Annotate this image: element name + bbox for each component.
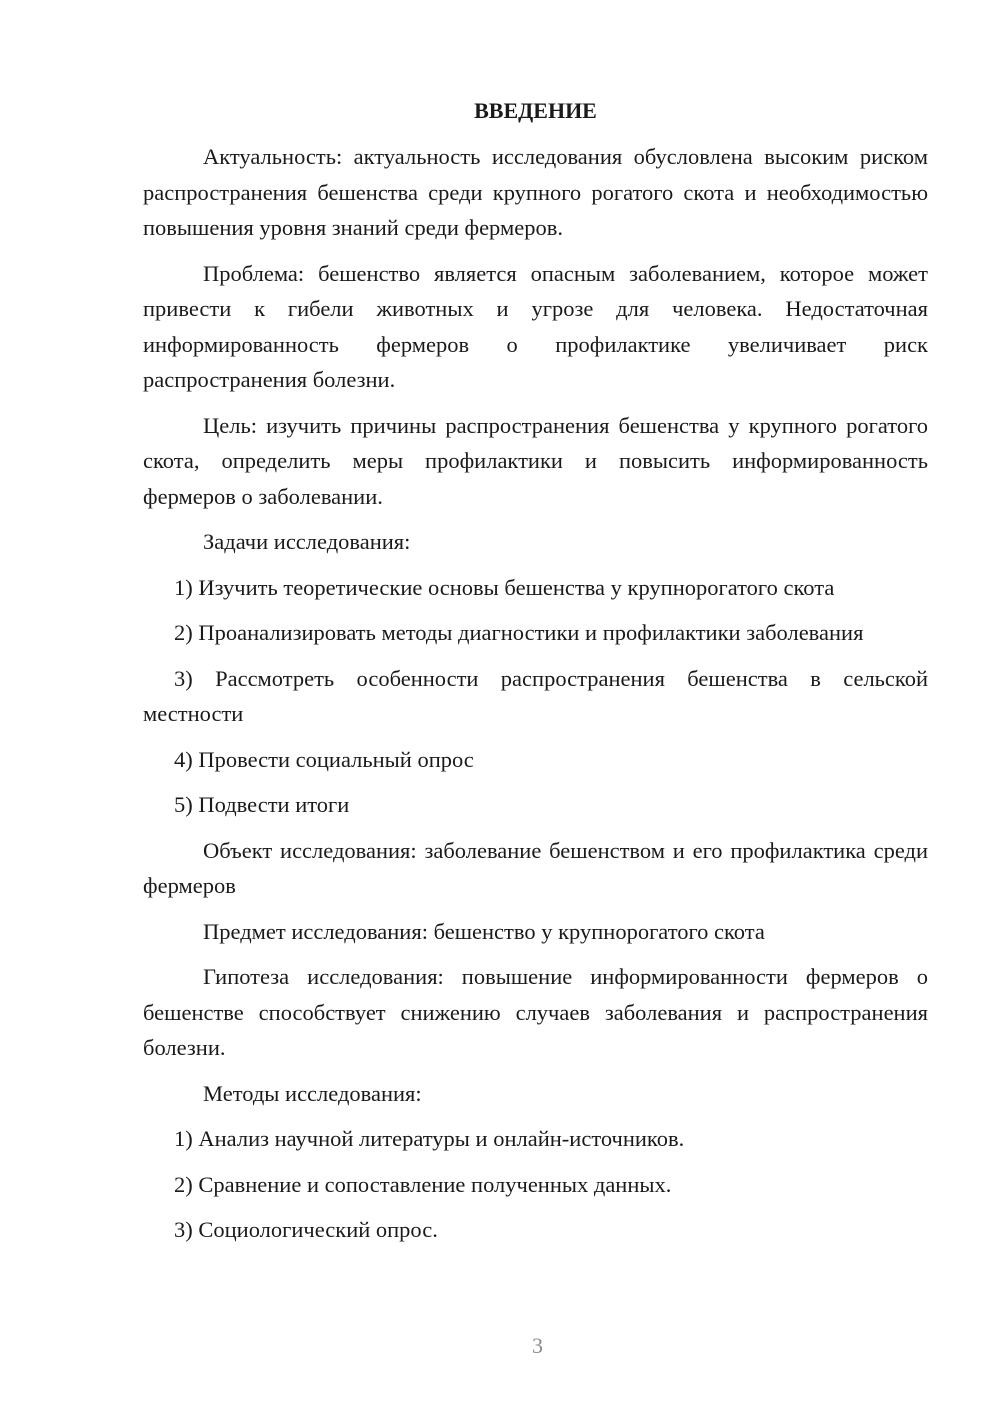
page-number: 3 — [532, 1333, 543, 1358]
problem-paragraph: Проблема: бешенство является опасным заболеванием, которое может привести к гибели животных и угрозе для человека. Недостаточная информированность фермеров о профилактике увеличивает риск распространения болезни. — [143, 260, 928, 392]
methods-heading: Методы исследования: — [203, 1080, 422, 1106]
task-item: 2) Проанализировать методы диагностики и профилактики заболевания — [174, 620, 864, 645]
subject-paragraph: Предмет исследования: бешенство у крупнорогатого скота — [203, 918, 765, 944]
page-content — [143, 93, 928, 1258]
object-paragraph: Объект исследования: заболевание бешенством и его профилактика среди фермеров — [143, 837, 928, 898]
hypothesis-paragraph: Гипотеза исследования: повышение информированности фермеров о бешенстве способствует снижению случаев заболевания и распространения болезни. — [143, 964, 928, 1060]
tasks-heading: Задачи исследования: — [203, 529, 411, 554]
method-item: 2) Сравнение и сопоставление полученных данных. — [174, 1171, 672, 1197]
task-item: 5) Подвести итоги — [174, 792, 350, 817]
method-item: 3) Социологический опрос. — [174, 1217, 438, 1242]
method-item: 1) Анализ научной литературы и онлайн-источников. — [174, 1126, 685, 1151]
task-item: 3) Рассмотреть особенности распространения бешенства в сельской местности — [143, 665, 928, 726]
section-title: ВВЕДЕНИЕ — [474, 98, 597, 123]
task-item: 4) Провести социальный опрос — [174, 746, 474, 772]
relevance-paragraph: Актуальность: актуальность исследования обусловлена высоким риском распространения бешенства среди крупного рогатого скота и необходимостью повышения уровня знаний среди фермеров. — [143, 144, 928, 240]
goal-paragraph: Цель: изучить причины распространения бешенства у крупного рогатого скота, определить меры профилактики и повысить информированность фермеров о заболевании. — [143, 412, 928, 509]
task-item: 1) Изучить теоретические основы бешенства у крупнорогатого скота — [174, 574, 835, 600]
